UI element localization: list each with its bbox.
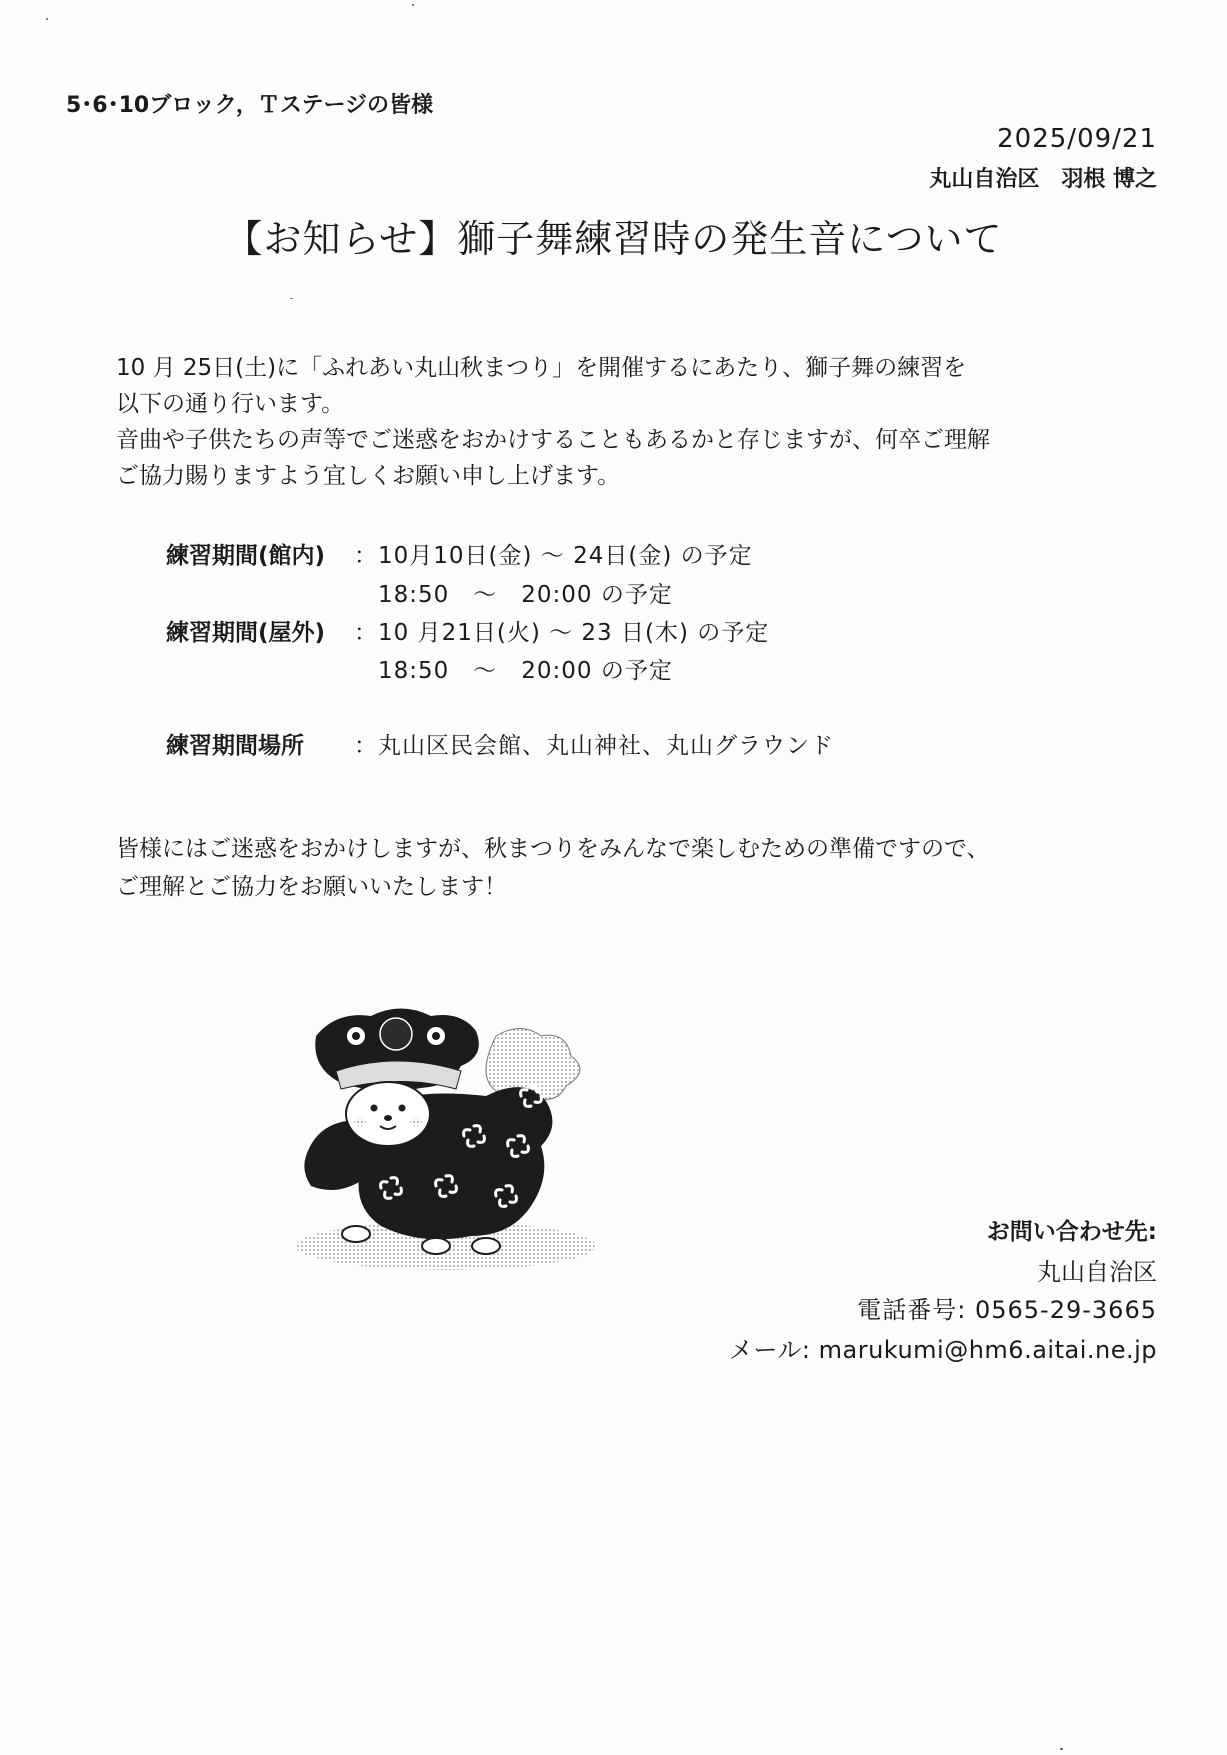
practice-place-value: 丸山区民会館、丸山神社、丸山グラウンド <box>378 733 834 759</box>
contact-heading: お問い合わせ先: <box>986 1219 1157 1245</box>
closing-line: ご理解とご協力をお願いいたします！ <box>116 874 507 900</box>
outdoor-period-label: 練習期間(屋外) <box>166 620 326 646</box>
document-title: 【お知らせ】獅子舞練習時の発生音について <box>224 217 1003 261</box>
contact-email: メール: marukumi@hm6.aitai.ne.jp <box>728 1336 1157 1364</box>
contact-organization: 丸山自治区 <box>1037 1258 1157 1286</box>
outdoor-period-colon: ： <box>354 620 377 646</box>
intro-line: 以下の通り行います。 <box>116 391 345 417</box>
sender-name: 丸山自治区 羽根 博之 <box>929 167 1157 192</box>
document-date: 2025/09/21 <box>997 124 1157 154</box>
contact-phone: 電話番号: 0565-29-3665 <box>857 1296 1157 1324</box>
intro-line: ご協力賜りますよう宜しくお願い申し上げます。 <box>116 463 621 489</box>
indoor-period-dates: 10月10日(金) ～ 24日(金) の予定 <box>378 543 753 569</box>
outdoor-period-dates: 10 月21日(火) ～ 23 日(木) の予定 <box>378 620 770 646</box>
indoor-period-colon: ： <box>354 543 377 569</box>
indoor-period-time: 18:50 ～ 20:00 の予定 <box>378 582 673 608</box>
scan-speck <box>46 18 48 20</box>
closing-line: 皆様にはご迷惑をおかけしますが、秋まつりをみんなで楽しむための準備ですので、 <box>116 836 990 862</box>
addressee-line: 5･6･10ブロック，Ｔステージの皆様 <box>66 93 434 118</box>
intro-paragraph <box>116 350 990 494</box>
scan-speck <box>290 298 293 299</box>
intro-line: 10 月 25日(土)に「ふれあい丸山秋まつり」を開催するにあたり、獅子舞の練習を <box>116 355 967 381</box>
intro-line: 音曲や子供たちの声等でご迷惑をおかけすることもあるかと存じますが、何卒ご理解 <box>116 427 990 453</box>
scan-speck <box>412 4 414 6</box>
practice-place-colon: ： <box>354 733 377 759</box>
closing-paragraph <box>116 830 990 906</box>
scan-speck <box>1060 1748 1063 1750</box>
outdoor-period-time: 18:50 ～ 20:00 の予定 <box>378 658 673 684</box>
shishimai-lion-dance-icon <box>296 996 606 1276</box>
practice-place-label: 練習期間場所 <box>166 733 304 759</box>
indoor-period-label: 練習期間(館内) <box>166 543 326 569</box>
